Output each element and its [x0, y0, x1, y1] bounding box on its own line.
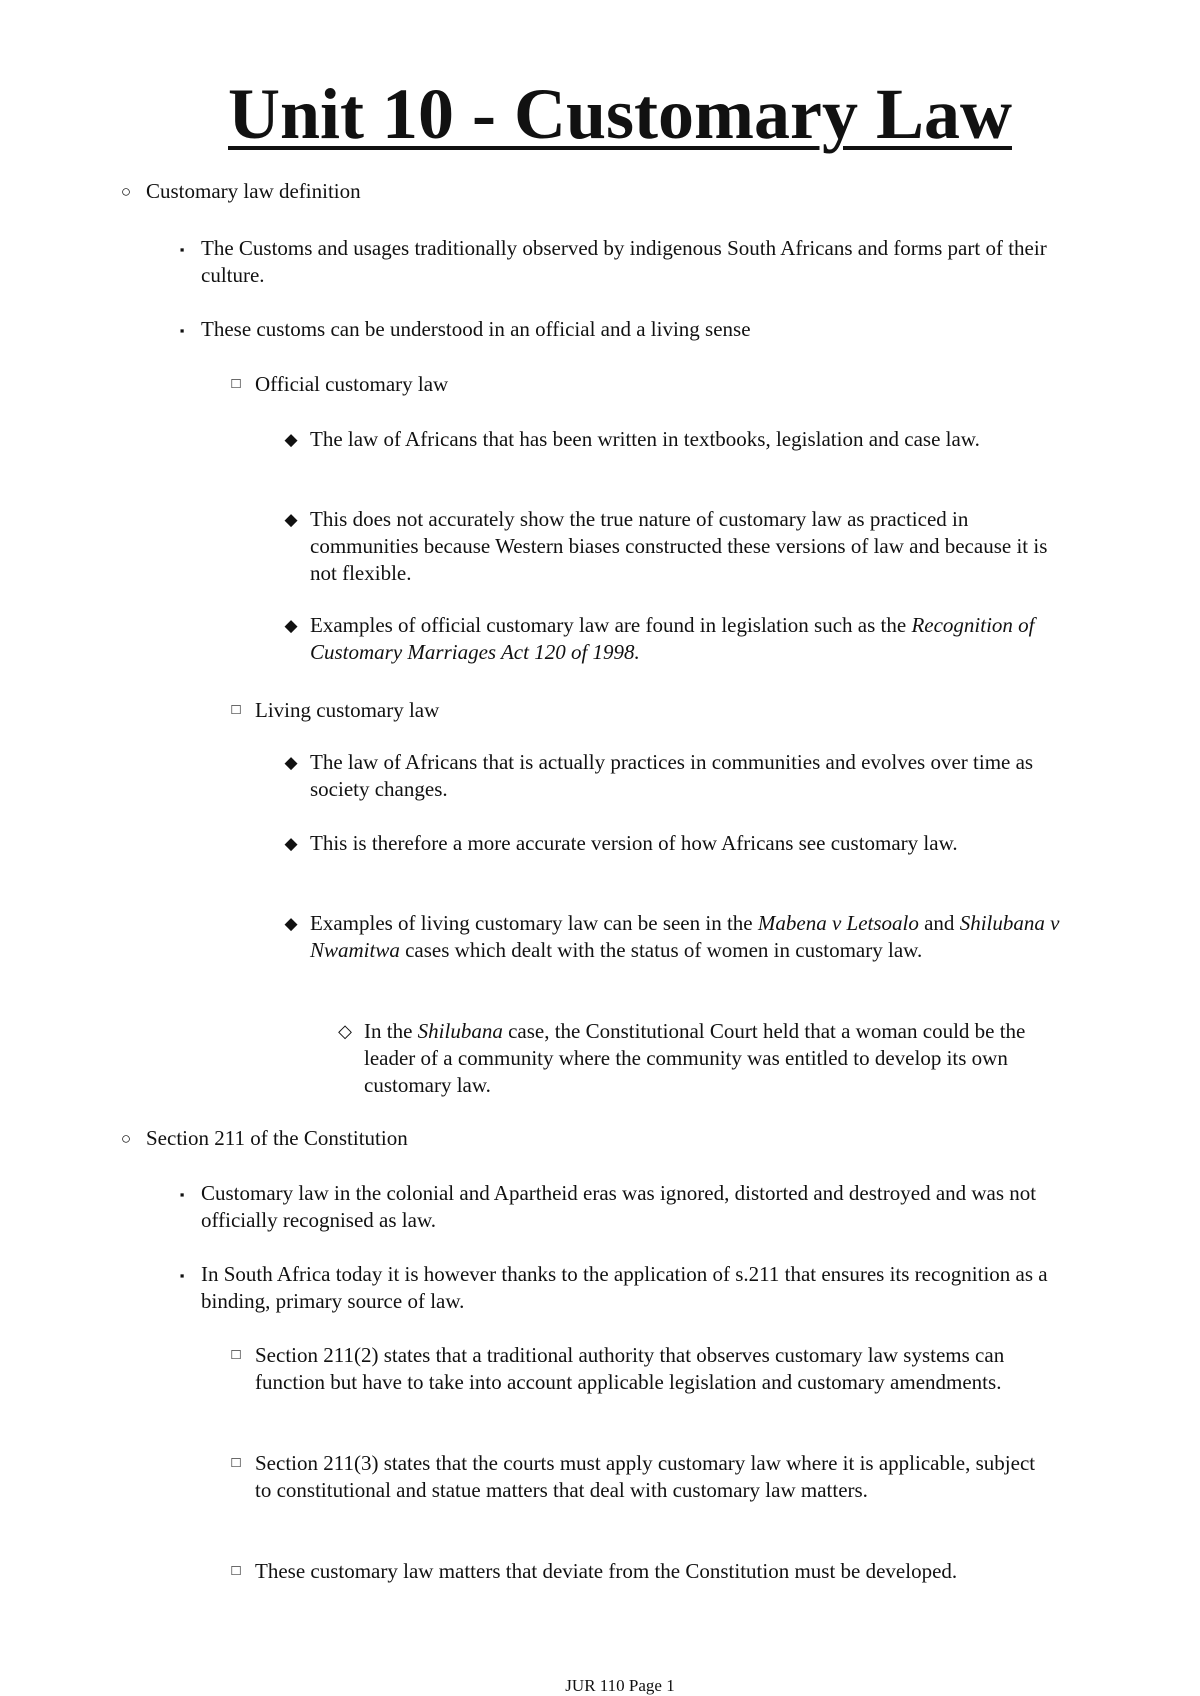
act-citation: Recognition of Customary Marriages Act 120 of 1998.: [310, 613, 1035, 664]
hollow-square-bullet-icon: □: [231, 1455, 241, 1471]
item-text: Section 211(3) states that the courts must apply customary law where it is applicable, subject to constitutional and statue matters that deal with customary law matters.: [255, 1451, 1036, 1502]
item-text: This is therefore a more accurate version of how Africans see customary law.: [310, 831, 958, 855]
diamond-bullet-icon: ◆: [284, 834, 298, 853]
outline-item: [284, 426, 1070, 453]
hollow-square-bullet-icon: □: [231, 702, 241, 718]
item-text: In South Africa today it is however thanks to the application of s.211 that ensures its recognition as a binding, primary source of law.: [201, 1262, 1048, 1313]
circle-bullet-icon: ○: [120, 182, 132, 201]
diamond-bullet-icon: ◆: [284, 616, 298, 635]
square-bullet-icon: ▪: [179, 323, 185, 338]
outline-item: [284, 612, 1070, 666]
diamond-bullet-icon: ◆: [284, 753, 298, 772]
outline-item-official-customary-law: [231, 371, 1055, 398]
item-text: Section 211 of the Constitution: [146, 1126, 408, 1150]
hollow-diamond-bullet-icon: ◇: [338, 1021, 352, 1041]
outline-item-customary-law-definition: [120, 178, 1106, 205]
outline-item-section-211: [120, 1125, 1106, 1152]
diamond-bullet-icon: ◆: [284, 430, 298, 449]
outline-item: [231, 1342, 1055, 1396]
circle-bullet-icon: ○: [120, 1129, 132, 1148]
outline-item: [284, 506, 1070, 587]
item-text: Section 211(2) states that a traditional authority that observes customary law systems can function but have to take into account applicable legislation and customary amendments.: [255, 1343, 1005, 1394]
item-text: The law of Africans that is actually practices in communities and evolves over time as society changes.: [310, 750, 1034, 801]
item-text: Customary law in the colonial and Apartheid eras was ignored, distorted and destroyed and was not officially recognised as law.: [201, 1181, 1037, 1232]
page-footer: JUR 110 Page 1: [565, 1676, 675, 1695]
outline-item: [284, 910, 1070, 964]
square-bullet-icon: ▪: [179, 242, 185, 257]
outline-item: [179, 1261, 1071, 1315]
page-title: Unit 10 - Customary Law: [228, 74, 1012, 154]
outline-item: [179, 235, 1071, 289]
case-name: Mabena v Letsoalo: [757, 911, 919, 935]
outline-item: [231, 1450, 1055, 1504]
diamond-bullet-icon: ◆: [284, 510, 298, 529]
item-text: Examples of official customary law are found in legislation such as the Recognition of Customary Marriages Act 120 of 1998.: [310, 613, 1035, 664]
hollow-square-bullet-icon: □: [231, 1347, 241, 1363]
item-text: These customary law matters that deviate from the Constitution must be developed.: [255, 1559, 958, 1583]
item-text: In the Shilubana case, the Constitutional Court held that a woman could be the leader of a community where the community was entitled to develop its own customary law.: [364, 1019, 1026, 1097]
outline-item-living-customary-law: [231, 697, 1055, 724]
outline-item: [284, 830, 1070, 857]
hollow-square-bullet-icon: □: [231, 1563, 241, 1579]
item-text: These customs can be understood in an official and a living sense: [201, 317, 751, 341]
outline-item: [338, 1018, 1074, 1099]
case-name: Shilubana v Nwamitwa: [310, 911, 1060, 962]
outline-item: [284, 749, 1070, 803]
square-bullet-icon: ▪: [179, 1187, 185, 1202]
item-text: Customary law definition: [146, 179, 361, 203]
hollow-square-bullet-icon: □: [231, 376, 241, 392]
item-text: The law of Africans that has been written in textbooks, legislation and case law.: [310, 427, 980, 451]
item-text: Official customary law: [255, 372, 449, 396]
outline-item: [231, 1558, 1055, 1585]
diamond-bullet-icon: ◆: [284, 914, 298, 933]
outline-item: [179, 1180, 1071, 1234]
square-bullet-icon: ▪: [179, 1268, 185, 1283]
item-text: Examples of living customary law can be seen in the Mabena v Letsoalo and Shilubana v Nwamitwa cases which dealt with the status of women in customary law.: [310, 911, 1060, 962]
item-text: This does not accurately show the true nature of customary law as practiced in communities because Western biases constructed these versions of law and because it is not flexible.: [310, 507, 1048, 585]
item-text: Living customary law: [255, 698, 440, 722]
outline-item: [179, 316, 1071, 343]
case-name: Shilubana: [417, 1019, 503, 1043]
item-text: The Customs and usages traditionally observed by indigenous South Africans and forms part of their culture.: [201, 236, 1047, 287]
